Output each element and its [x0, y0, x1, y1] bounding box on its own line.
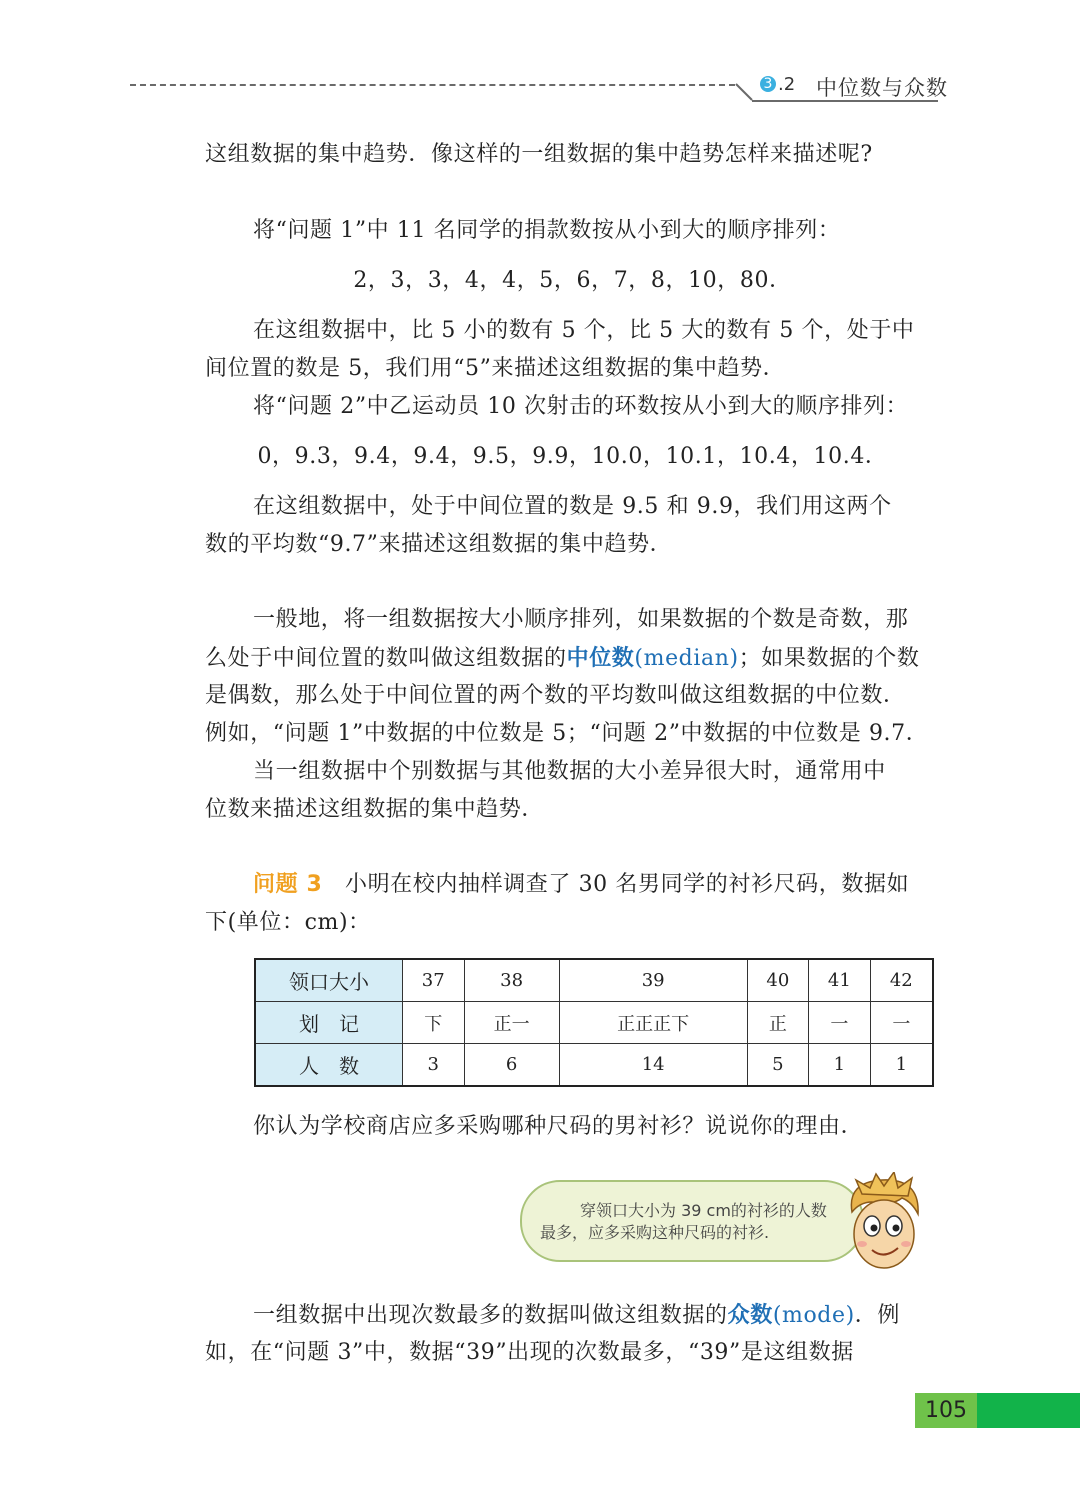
table-cell: 正 — [747, 1002, 809, 1044]
data-list-1: 2，3，3，4，4，5，6，7，8，10，80． — [353, 268, 792, 293]
paragraph-line: 在这组数据中，比 5 小的数有 5 个，比 5 大的数有 5 个，处于中 — [253, 318, 915, 343]
header-dashed-rule — [130, 84, 735, 86]
table-cell: 14 — [559, 1044, 747, 1087]
section-number-badge: 3 — [760, 76, 776, 92]
row-header: 划 记 — [255, 1002, 403, 1044]
section-title: 中位数与众数 — [816, 76, 948, 100]
table-cell: 下 — [403, 1002, 465, 1044]
definition-line: 么处于中间位置的数叫做这组数据的中位数(median)；如果数据的个数 — [205, 645, 920, 671]
paragraph-line: 当一组数据中个别数据与其他数据的大小差异很大时，通常用中 — [253, 759, 886, 784]
table-cell: 39 — [559, 959, 747, 1002]
table-cell: 一 — [809, 1002, 871, 1044]
definition-line: 是偶数，那么处于中间位置的两个数的平均数叫做这组数据的中位数． — [205, 683, 906, 708]
table-cell: 42 — [870, 959, 933, 1002]
text-line: 这组数据的集中趋势．像这样的一组数据的集中趋势怎样来描述呢? — [205, 142, 873, 167]
definition-line: 一般地，将一组数据按大小顺序排列，如果数据的个数是奇数，那 — [253, 607, 909, 632]
table-cell: 3 — [403, 1044, 465, 1087]
page-number: 105 — [915, 1393, 977, 1428]
bubble-line: 穿领口大小为 39 cm的衬衫的人数 — [580, 1201, 827, 1220]
table-cell: 40 — [747, 959, 809, 1002]
table-cell: 37 — [403, 959, 465, 1002]
median-term-en: (median) — [634, 646, 739, 671]
table-cell: 41 — [809, 959, 871, 1002]
paragraph-intro-1: 将“问题 1”中 11 名同学的捐款数按从小到大的顺序排列： — [253, 218, 841, 243]
table-row — [255, 1044, 933, 1087]
page-footer — [915, 1393, 1080, 1428]
mode-term: 众数 — [727, 1302, 773, 1328]
data-list-2: 0，9.3，9.4，9.4，9.5，9.9，10.0，10.1，10.4，10.4． — [257, 444, 888, 469]
speech-bubble — [520, 1180, 864, 1262]
paragraph-line: 位数来描述这组数据的集中趋势． — [205, 797, 545, 822]
question-3-line: 下(单位：cm)： — [205, 910, 371, 935]
bubble-line: 最多，应多采购这种尺码的衬衫. — [540, 1223, 770, 1242]
table-row — [255, 959, 933, 1002]
table-cell: 正一 — [464, 1002, 559, 1044]
section-number-suffix: .2 — [778, 74, 796, 95]
question-prompt: 你认为学校商店应多采购哪种尺码的男衬衫？说说你的理由． — [253, 1114, 864, 1139]
question-3-line: 问题 3 小明在校内抽样调查了 30 名男同学的衬衫尺码，数据如 — [253, 872, 910, 897]
question-3-label: 问题 3 — [253, 872, 323, 897]
paragraph-line: 间位置的数是 5，我们用“5”来描述这组数据的集中趋势． — [205, 356, 786, 381]
table-cell: 1 — [870, 1044, 933, 1087]
paragraph-line: 在这组数据中，处于中间位置的数是 9.5 和 9.9，我们用这两个 — [253, 494, 892, 519]
row-header: 人 数 — [255, 1044, 403, 1087]
table-row — [255, 1002, 933, 1044]
table-cell: 6 — [464, 1044, 559, 1087]
table-cell: 1 — [809, 1044, 871, 1087]
row-header: 领口大小 — [255, 959, 403, 1002]
cartoon-student-icon — [842, 1172, 926, 1282]
mode-term-en: (mode) — [772, 1303, 855, 1328]
median-term: 中位数 — [566, 645, 635, 671]
table-cell: 38 — [464, 959, 559, 1002]
page-color-bar — [977, 1393, 1080, 1428]
definition-line: 如，在“问题 3”中，数据“39”出现的次数最多，“39”是这组数据 — [205, 1340, 854, 1365]
paragraph-line: 数的平均数“9.7”来描述这组数据的集中趋势． — [205, 532, 673, 557]
table-cell: 一 — [870, 1002, 933, 1044]
example-line: 例如，“问题 1”中数据的中位数是 5；“问题 2”中数据的中位数是 9.7． — [205, 721, 929, 746]
definition-line: 一组数据中出现次数最多的数据叫做这组数据的众数(mode)．例 — [253, 1302, 900, 1328]
table-cell: 正正正下 — [559, 1002, 747, 1044]
table-cell: 5 — [747, 1044, 809, 1087]
shirt-size-table — [254, 958, 934, 1087]
paragraph-intro-2: 将“问题 2”中乙运动员 10 次射击的环数按从小到大的顺序排列： — [253, 394, 909, 419]
